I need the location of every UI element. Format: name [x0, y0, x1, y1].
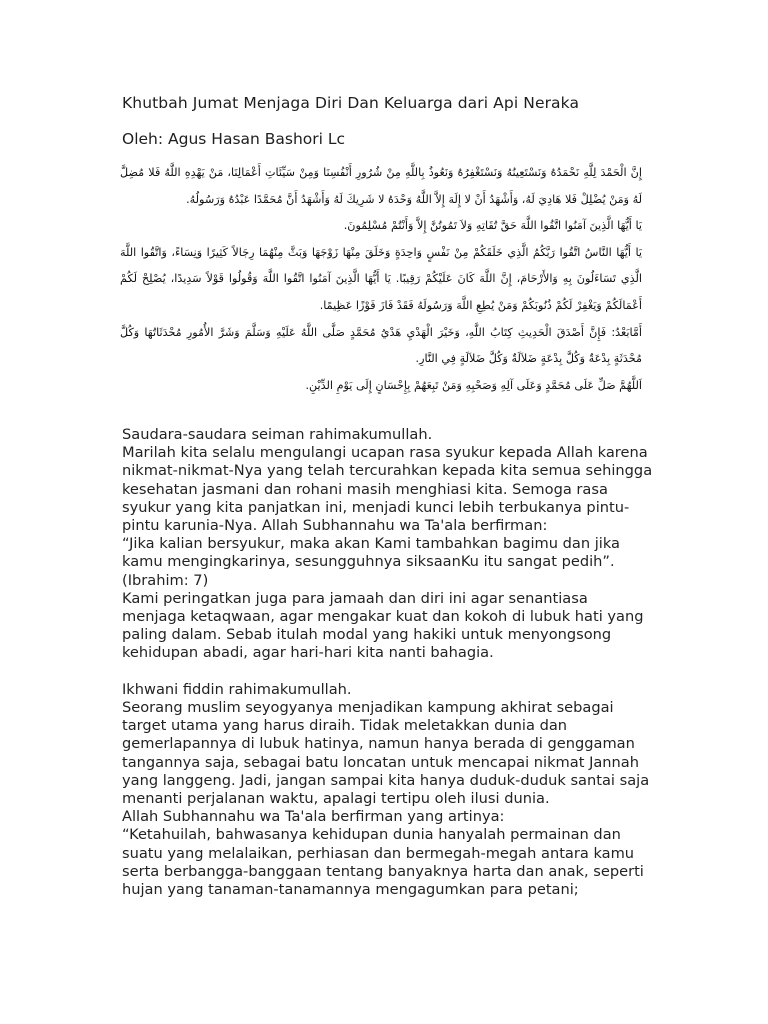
document-title: Khutbah Jumat Menjaga Diri Dan Keluarga dari Api Neraka — [122, 94, 580, 112]
body-paragraph: Kami peringatkan juga para jamaah dan diri ini agar senantiasa menjaga ketaqwaan, agar mengakar kuat dan kokoh di lubuk hati yang paling dalam. Sebab itulah modal yang hakiki untuk menyongsong kehidupan abadi, agar hari-hari kita nanti bahagia. — [122, 589, 644, 662]
arabic-paragraph: اَللَّهُمَّ صَلِّ عَلَى مُحَمَّدٍ وَعَلَى آلِهِ وَصَحْبِهِ وَمَنْ تَبِعَهُمْ بِإِحْسَانٍ إِلَى يَوْمِ الدِّيْنِ. — [305, 378, 642, 392]
body-paragraph: Seorang muslim seyogyanya menjadikan kampung akhirat sebagai target utama yang harus diraih. Tidak meletakkan dunia dan gemerlapannya di lubuk hatinya, namun hanya berada di genggaman tangannya saja, sebagai batu loncatan untuk mencapai nikmat Jannah yang langgeng. Jadi, jangan sampai kita hanya duduk-duduk santai saja menanti perjalanan waktu, apalagi tertipu oleh ilusi dunia. — [122, 699, 650, 808]
arabic-paragraph: يَا أَيُّهَا النَّاسُ اتَّقُوا رَبَّكُمُ الَّذِي خَلَقَكُمْ مِنْ نَفْسٍ وَاحِدَةٍ وَخَلَقَ مِنْهَا زَوْجَهَا وَبَثَّ مِنْهُمَا رِجَالاً كَثِيرًا وَنِسَاءً، وَاتَّقُوا اللَّهَ الَّذِي تَسَاءَلُونَ بِهِ وَالأَرْحَامَ، إِنَّ اللَّهَ كَانَ عَلَيْكُمْ رَقِيبًا. يَا أَيُّهَا الَّذِينَ آمَنُوا اتَّقُوا اللَّهَ وَقُولُوا قَوْلاً سَدِيدًا، يُصْلِحْ لَكُمْ أَعْمَالَكُمْ وَيَغْفِرْ لَكُمْ ذُنُوبَكُمْ وَمَنْ يُطِعِ اللَّهَ وَرَسُولَهُ فَقَدْ فَازَ فَوْزًا عَظِيمًا. — [120, 245, 642, 312]
arabic-paragraph: أَمَّابَعْدُ: فَإِنَّ أَصْدَقَ الْحَدِيثِ كِتَابُ اللَّهِ، وَخَيْرَ الْهَدْيِ هَدْيُ مُحَمَّدٍ صَلَّى اللَّهُ عَلَيْهِ وَسَلَّمَ وَشَرَّ الأُمُورِ مُحْدَثَاتُهَا وَكُلَّ مُحْدَثَةٍ بِدْعَةٌ وَكُلَّ بِدْعَةٍ ضَلاَلَةٌ وَكُلَّ ضَلاَلَةٍ فِي النَّارِ. — [120, 325, 642, 366]
quote-text: “Ketahuilah, bahwasanya kehidupan dunia hanyalah permainan dan suatu yang melalaikan, perhiasan dan bermegah-megah antara kamu serta berbangga-banggaan tentang banyaknya harta dan anak, seperti hujan yang tanaman-tanamannya mengagumkan para petani; — [122, 826, 644, 899]
greeting-text: Ikhwani fiddin rahimakumullah. — [122, 680, 352, 698]
quote-text: “Jika kalian bersyukur, maka akan Kami tambahkan bagimu dan jika kamu mengingkarinya, sesungguhnya siksaanKu itu sangat pedih”. (Ibrahim: 7) — [122, 535, 620, 589]
arabic-paragraph: يَا أَيُّهَا الَّذِينَ آمَنُوا اتَّقُوا اللَّهَ حَقَّ تُقَاتِهِ وَلاَ تَمُوتُنَّ إِلاَّ وَأَنْتُمْ مُسْلِمُونَ. — [343, 219, 642, 233]
document-author: Oleh: Agus Hasan Bashori Lc — [122, 130, 346, 148]
arabic-paragraph: إِنَّ الْحَمْدَ لِلَّهِ نَحْمَدُهُ وَنَسْتَعِينُهُ وَنَسْتَغْفِرُهُ وَنَعُوذُ بِاللَّهِ مِنْ شُرُورِ أَنْفُسِنَا وَمِنْ سَيِّئَاتِ أَعْمَالِنَا، مَنْ يَهْدِهِ اللَّهُ فَلا مُضِلَّ لَهُ وَمَنْ يُضْلِلْ فَلا هَادِيَ لَهُ، وَأَشْهَدُ أَنْ لا إِلَهَ إِلاَّ اللَّهُ وَحْدَهُ لا شَرِيكَ لَهُ وَأَشْهَدُ أَنَّ مُحَمَّدًا عَبْدُهُ وَرَسُولُهُ. — [120, 166, 642, 206]
paragraph-spacer — [122, 663, 654, 681]
sermon-body — [122, 426, 654, 899]
greeting-text: Saudara-saudara seiman rahimakumullah. — [122, 426, 433, 443]
arabic-opening-prayer — [120, 160, 642, 399]
quote-intro-text: Allah Subhannahu wa Ta'ala berfirman yang artinya: — [122, 808, 505, 826]
body-paragraph: Marilah kita selalu mengulangi ucapan rasa syukur kepada Allah karena nikmat-nikmat-Nya yang telah tercurahkan kepada kita semua sehingga kesehatan jasmani dan rohani masih menghiasi kita. Semoga rasa syukur yang kita panjatkan ini, menjadi kunci lebih terbukanya pintu-pintu karunia-Nya. Allah Subhannahu wa Ta'ala berfirman: — [122, 444, 653, 535]
